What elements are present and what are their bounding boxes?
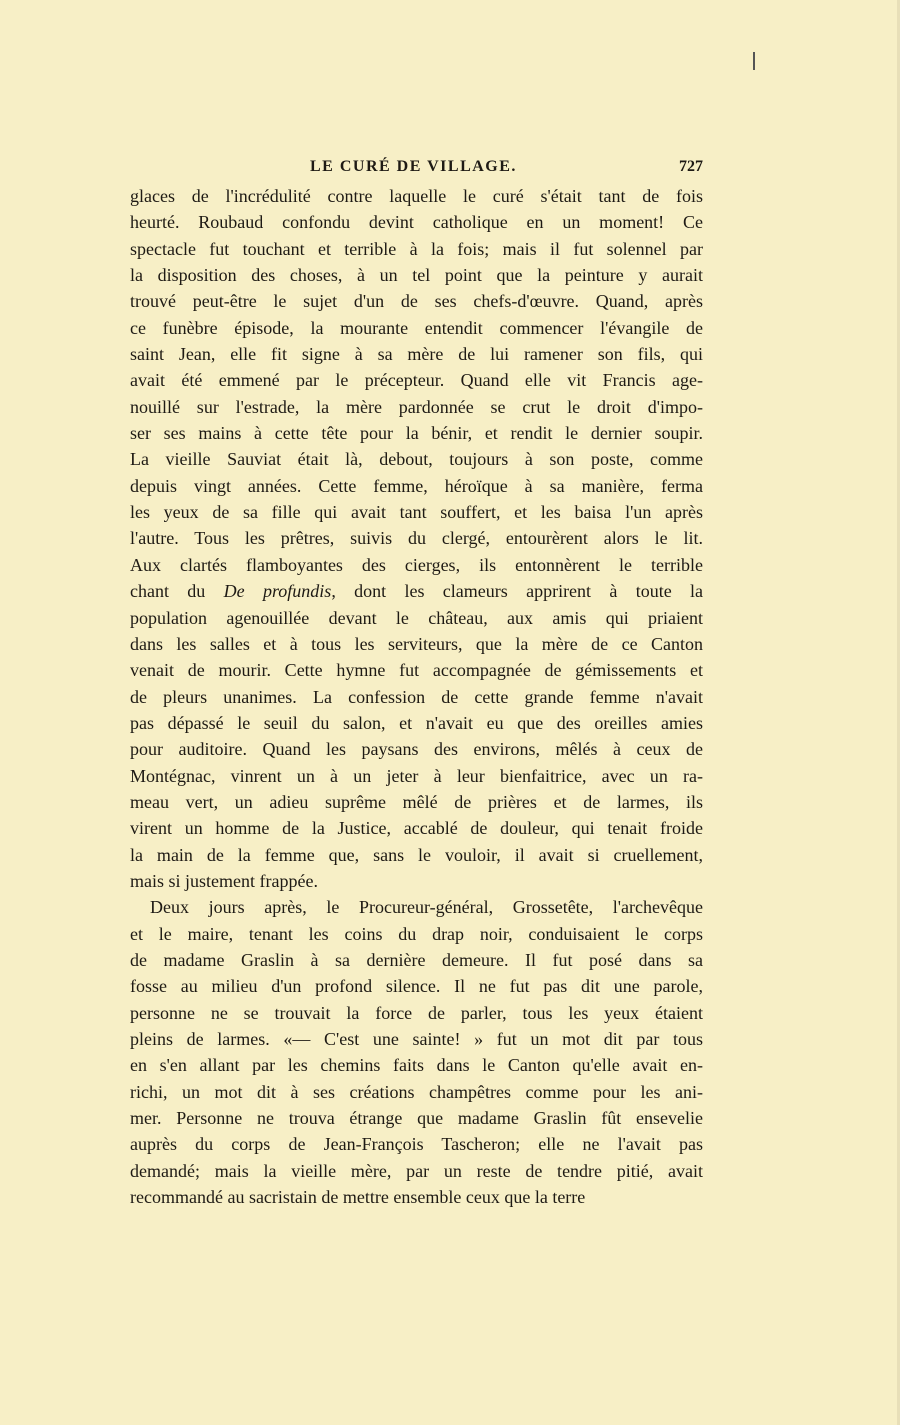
text-line: richi, un mot dit à ses créations champêtres comme pour les ani- [130, 1081, 703, 1102]
text-line: depuis vingt années. Cette femme, héroïque à sa manière, ferma [130, 475, 703, 496]
text-line: virent un homme de la Justice, accablé de douleur, qui tenait froide [130, 818, 703, 839]
running-head-title: LE CURÉ DE VILLAGE. [310, 158, 517, 175]
text-line: mais si justement frappée. [130, 870, 318, 891]
text-line: ser ses mains à cette tête pour la bénir, et rendit le dernier soupir. [130, 423, 703, 444]
text-line: pas dépassé le seuil du salon, et n'avait eu que des oreilles amies [130, 712, 703, 733]
text-line: pleins de larmes. «— C'est une sainte! » fut un mot dit par tous [130, 1029, 703, 1049]
text-line: meau vert, un adieu suprême mêlé de prières et de larmes, ils [130, 791, 703, 812]
text-line: recommandé au sacristain de mettre ensemble ceux que la terre [130, 1187, 586, 1208]
text-line: et le maire, tenant les coins du drap noir, conduisaient le corps [130, 923, 703, 944]
text-line: ce funèbre épisode, la mourante entendit commencer l'évangile de [130, 317, 703, 338]
text-line: demandé; mais la vieille mère, par un reste de tendre pitié, avait [130, 1160, 703, 1181]
text-line: les yeux de sa fille qui avait tant souffert, et les baisa l'un après [130, 502, 703, 523]
text-line: chant du De profundis, dont les clameurs apprirent à toute la [130, 581, 704, 602]
page-number: 727 [679, 158, 703, 175]
text-line: de madame Graslin à sa dernière demeure. Il fut posé dans sa [130, 949, 703, 970]
text-line: la disposition des choses, à un tel point que la peinture y aurait [130, 265, 703, 286]
text-line: Deux jours après, le Procureur-général, Grossetête, l'archevêque [150, 897, 703, 918]
text-line: Montégnac, vinrent un à un jeter à leur bienfaitrice, avec un ra- [130, 765, 703, 786]
text-line: nouillé sur l'estrade, la mère pardonnée se crut le droit d'impo- [130, 396, 703, 417]
text-line: auprès du corps de Jean-François Tascheron; elle ne l'avait pas [130, 1134, 703, 1155]
text-line: l'autre. Tous les prêtres, suivis du clergé, entourèrent alors le lit. [130, 528, 703, 549]
text-line: heurté. Roubaud confondu devint catholique en un moment! Ce [130, 212, 703, 233]
text-line: population agenouillée devant le château, aux amis qui priaient [130, 607, 703, 628]
text-line: La vieille Sauviat était là, debout, toujours à son poste, comme [130, 449, 703, 470]
running-head [130, 156, 703, 180]
italic-phrase: De profundis [223, 581, 332, 602]
text-line: mer. Personne ne trouva étrange que madame Graslin fût ensevelie [130, 1108, 703, 1129]
paragraph [130, 894, 703, 1210]
text-line: venait de mourir. Cette hymne fut accompagnée de gémissements et [130, 660, 703, 681]
text-line: avait été emmené par le précepteur. Quand elle vit Francis age- [130, 370, 703, 391]
text-line: Aux clartés flamboyantes des cierges, ils entonnèrent le terrible [130, 554, 703, 575]
text-line: fosse au milieu d'un profond silence. Il ne fut pas dit une parole, [130, 976, 703, 997]
text-line: pour auditoire. Quand les paysans des environs, mêlés à ceux de [130, 739, 703, 760]
text-line: la main de la femme que, sans le vouloir, il avait si cruellement, [130, 844, 703, 865]
paragraph [130, 183, 703, 894]
text-line: spectacle fut touchant et terrible à la fois; mais il fut solennel par [130, 238, 703, 259]
text-line: en s'en allant par les chemins faits dans le Canton qu'elle avait en- [130, 1055, 703, 1076]
text-line: saint Jean, elle fit signe à sa mère de lui ramener son fils, qui [130, 344, 703, 365]
scan-mark [753, 52, 755, 70]
text-line: glaces de l'incrédulité contre laquelle le curé s'était tant de fois [130, 186, 703, 206]
text-line: personne ne se trouvait la force de parler, tous les yeux étaient [130, 1002, 703, 1023]
text-line: trouvé peut-être le sujet d'un de ses chefs-d'œuvre. Quand, après [130, 291, 703, 312]
text-line: de pleurs unanimes. La confession de cette grande femme n'avait [130, 686, 703, 707]
page-body [130, 183, 703, 1210]
text-line: dans les salles et à tous les serviteurs, que la mère de ce Canton [130, 633, 703, 654]
